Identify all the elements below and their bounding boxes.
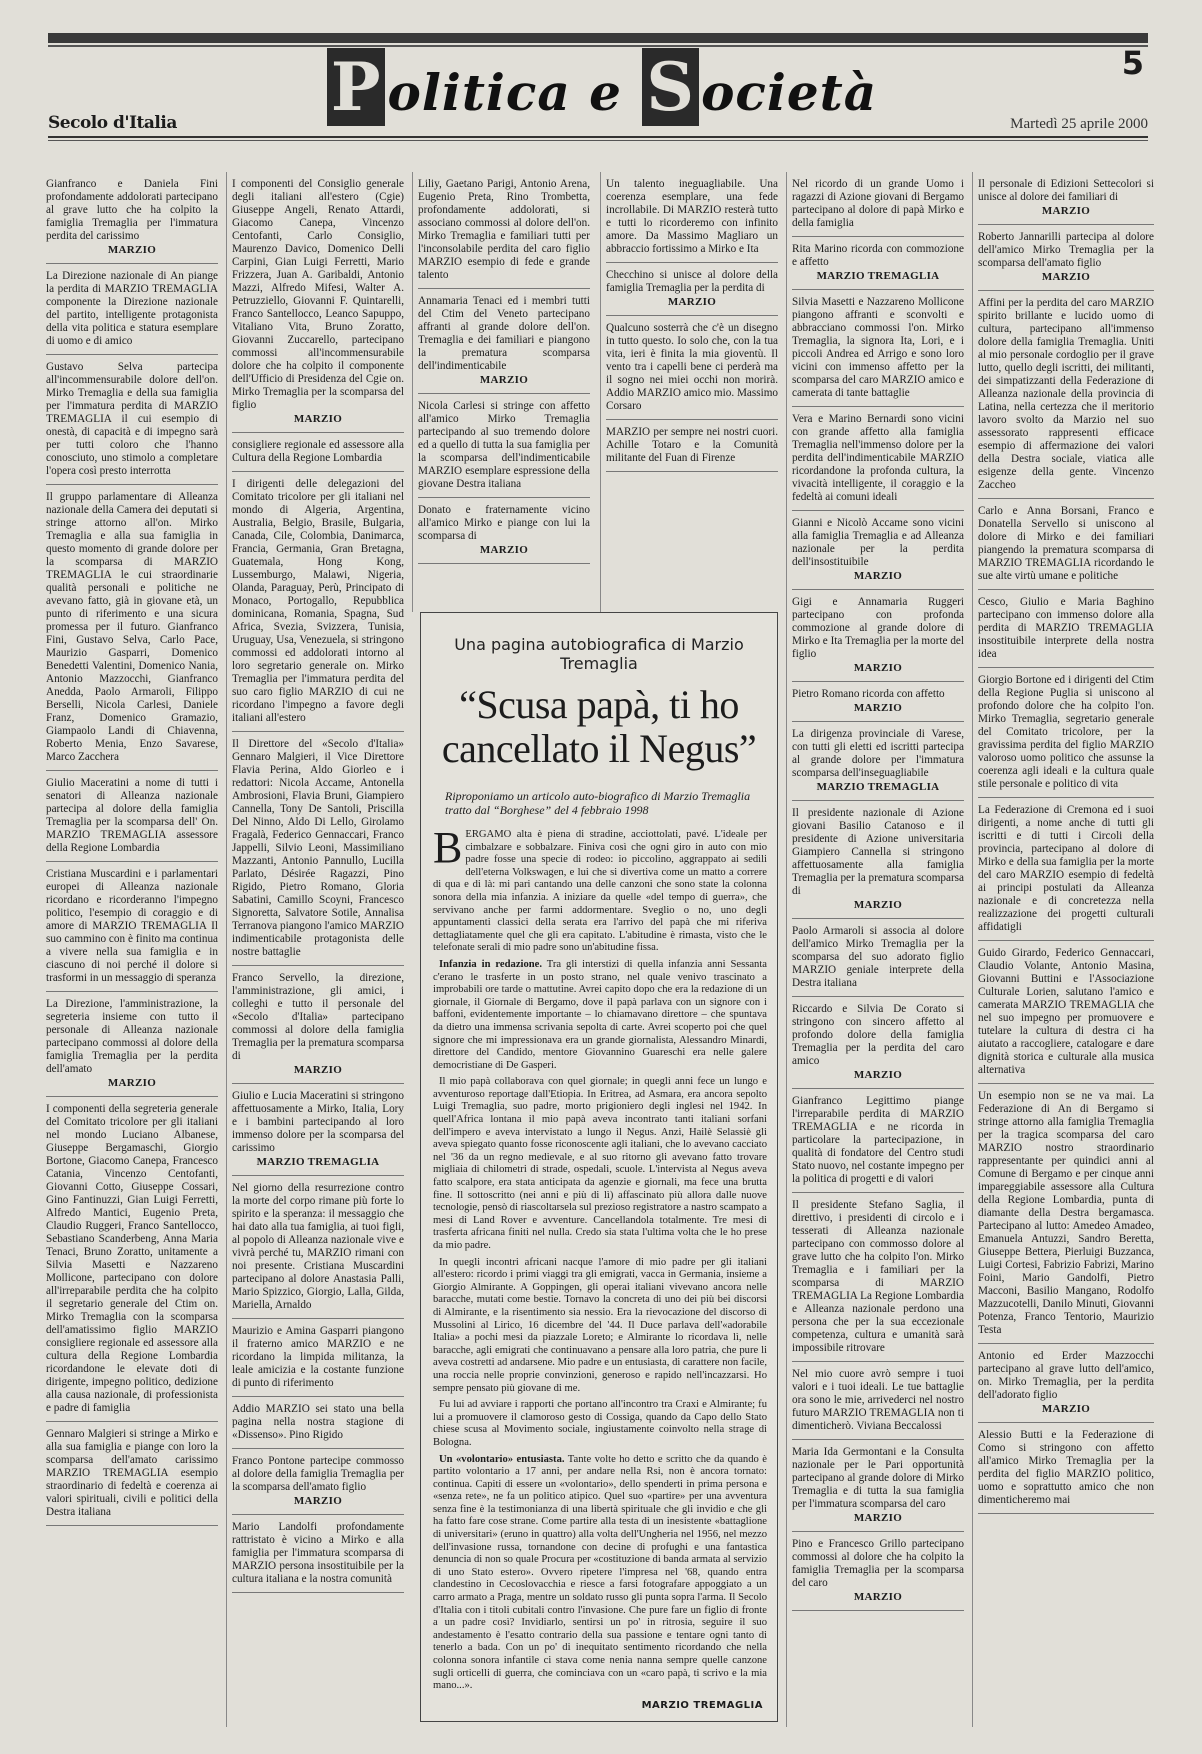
notice-text: Silvia Masetti e Nazzareno Mollicone piangono affranti e sconvolti e abbracciano commossi l'on. Mirko Tremaglia, la signora Ita, Lori, e i piccoli Andrea ed Arrigo e sono loro vicini con immenso affetto per la scomparsa del caro MARZIO amico e camerata di tante battaglie (792, 296, 964, 399)
article-paragraph: Fu lui ad avviare i rapporti che portano all'incontro tra Craxi e Almirante; fu lui a promuovere il clamoroso gesto di Cossiga, quando da Capo dello Stato chiese scusa al Movimento sociale, ingiustamente coinvolto nella strage di Bologna. (433, 1399, 767, 1448)
notice-text: La dirigenza provinciale di Varese, con tutti gli eletti ed iscritti partecipa al grande dolore per l'immatura scomparsa dell'inseguagliabile (792, 728, 964, 779)
obituary-notice (978, 674, 1154, 798)
notice-name: MARZIO TREMAGLIA (256, 1156, 380, 1168)
notice-text: Roberto Jannarilli partecipa al dolore dell'amico Mirko Tremaglia per la scomparsa dell'amato figlio (978, 231, 1154, 269)
obituary-notice (792, 807, 964, 919)
obituary-notice (232, 478, 404, 732)
obituary-notice (792, 688, 964, 722)
notice-text: Pietro Romano ricorda con affetto (792, 688, 945, 700)
notice-text: Il presidente Stefano Saglia, il direttivo, i presidenti di circolo e i tesserati di Alleanza nazionale partecipano con commosso dolore al grave lutto che ha colpito l'on. Mirko Tremaglia e i familiari per la scomparsa di MARZIO TREMAGLIA La Regione Lombardia e Alleanza nazionale perdono una persona che per la sua eccezionale competenza, cultura e umanità sarà impossibile ritrovare (792, 1199, 964, 1354)
notice-text: Un talento ineguagliabile. Una coerenza esemplare, una fede incrollabile. Di MARZIO resterà tutto e tutti lo ricorderemo con infinito amore. Da Massimo Magliaro un abbraccio fortissimo a Mirko e Ita (606, 178, 778, 255)
notice-text: Addio MARZIO sei stato una bella pagina nella nostra stagione di «Dissenso». Pino Rigido (232, 1403, 404, 1441)
obituary-notice (978, 297, 1154, 499)
obituary-notice (418, 295, 590, 394)
notice-name: MARZIO (853, 1512, 903, 1524)
column-divider (600, 172, 601, 612)
notice-text: Il personale di Edizioni Settecolori si unisce al dolore dei familiari di (978, 178, 1154, 203)
notice-text: Mario Landolfi profondamente rattristato è vicino a Mirko e alla famiglia per l'immatura scomparsa di MARZIO persona insostituibile per la cultura italiana e la nostra comunità (232, 1521, 404, 1585)
notice-text: Antonio ed Erder Mazzocchi partecipano al grave lutto dell'amico, on. Mirko Tremaglia, per la perdita dell'adorato figlio (978, 1350, 1154, 1401)
notice-name: MARZIO (107, 244, 157, 256)
notice-text: Guido Girardo, Federico Gennaccari, Claudio Volante, Antonio Masina, Giovanni Buttini e l'Associazione Culturale Lorien, salutano l'amico e camerata MARZIO TREMAGLIA che nel suo impegno per promuovere e tutelare la cultura di destra ci ha aiutato a raccogliere, catalogare e dare dignità storica e culturale alla musica alternativa (978, 947, 1154, 1076)
notice-text: MARZIO per sempre nei nostri cuori. Achille Totaro e la Comunità militante del Fuan di Firenze (606, 426, 778, 464)
notice-text: Alessio Butti e la Federazione di Como si stringono con affetto all'amico Mirko Tremaglia per la perdita del figlio MARZIO politico, uomo e soprattutto amico che non dimenticheremo mai (978, 1429, 1154, 1506)
article-paragraph: Un «volontario» entusiasta. Tante volte ho detto e scritto che da quando è partito volontario a 17 anni, per andare nella Rsi, non è ancora tornato: continua. Capiti di essere un «volontario», dello spenderti in prima persona e «senza rete», ne fa un politico atipico. Quel suo «partire» per una avventura senza fine è la testimonianza di una libertà spirituale che gli invidio e che gli ha fatto fare cose strane. Come partire alla testa di un inesistente «battaglione di universitari» (eruno in quattro) alla volta dell'Ungheria nel 1956, nel mezzo dell'invasione russa, tornandone con decine di profughi e una fantastica denuncia di non so quale Procura per «costituzione di banda armata al servizio di uno Stato estero». Ovvero ripetere l'impresa nel '68, quando entra clandestino in Cecoslovacchia e riesce a farsi fotografare appoggiato a un carro armato a Praga, mentre un soldato russo gli punta sopra l'arma. Il Secolo d'Italia con i titoli cubitali contro l'invasione. Che pure fare un figlio di fronte a un padre così? Invidiarlo, sentirsi un po' in ritrosia, seguire il suo andestamento è l'esatto contrario della sua passione e tentare ogni tanto di tenerlo a bada. Con un po' di inequitato sentimento ricordando che nella colonna sonora infantile ci stava come nenia nanna sempre quelle canzone sugli orticelli di guerra, che cominciava con un «caro papà, ti scrivo e la mia mano...». (433, 1453, 767, 1692)
notice-name: MARZIO (853, 702, 903, 714)
notice-text: Gustavo Selva partecipa all'incommensurabile dolore dell'on. Mirko Tremaglia e della sua famiglia per l'immatura perdita di MARZIO TREMAGLIA il cui esempio di onestà, di capacità e di impegno sarà per tutti coloro che l'hanno conosciuto, uno stimolo a completare l'opera così presto interrotta (46, 361, 218, 477)
obituary-notice (232, 972, 404, 1084)
obituary-notice (232, 178, 404, 433)
notice-text: Annamaria Tenaci ed i membri tutti del Ctim del Veneto partecipano affranti al grande dolore dell'on. Tremaglia e dei familiari e piangono la prematura scomparsa dell'indimenticabile (418, 295, 590, 372)
notice-name: MARZIO (853, 899, 903, 911)
obituary-notice (792, 517, 964, 590)
obituary-notice (418, 400, 590, 498)
section-title: P olitica e S ocietà (0, 48, 1202, 126)
obituary-notice (46, 998, 218, 1097)
obituary-column-2 (232, 178, 404, 1718)
obituary-notice (606, 178, 778, 263)
obituary-notice (46, 270, 218, 355)
article-paragraph: In quegli incontri africani nacque l'amore di mio padre per gli italiani all'estero: ricordo i primi viaggi tra gli emigrati, vacca in Germania, insieme a Giorgio Almirante. A Goppingen, gli operai italiani vivevano ancora nelle baracche, mutati come bestie. Tornavo la concreta di uno dei più bei discorsi di Almirante, e la risentimento sia nessio. Era la rievocazione del discorso di Mussolini al Lirico, 16 dicembre del '44. Il Duce parlava dell'«adorabile Italia» a pochi mesi da piazzale Loreto; e Almirante lo ricordava lì, nelle baracche, agli emigrati che continuavano a pensare alla loro patria, che pure li aveva costretti ad andarsene. Mio padre e un entusiasta, di carattere non facile, una roccia nelle proprie convinzioni, generoso e rapido nell'incazzarsi. Ho sempre pensato più giovane di me. (433, 1256, 767, 1394)
notice-text: Riccardo e Silvia De Corato si stringono con sincero affetto al profondo dolore della famiglia Tremaglia per la perdita del caro amico (792, 1003, 964, 1067)
notice-text: Gennaro Malgieri si stringe a Mirko e alla sua famiglia e piange con loro la scomparsa dell'amato carissimo MARZIO TREMAGLIA esempio straordinario di fedeltà e coerenza ai valori spirituali, civili e politici della Destra italiana (46, 1428, 218, 1518)
notice-name: MARZIO (479, 544, 529, 556)
obituary-notice (978, 505, 1154, 590)
notice-name: MARZIO (107, 1077, 157, 1089)
obituary-notice (978, 1350, 1154, 1423)
drop-cap: B (433, 829, 463, 872)
obituary-notice (232, 1325, 404, 1397)
obituary-notice (792, 728, 964, 801)
article-headline: “Scusa papà, ti ho cancellato il Negus” (441, 682, 757, 771)
column-divider (226, 172, 227, 1727)
notice-text: Nel giorno della resurrezione contro la morte del corpo rimane più forte lo spirito e la speranza: il messaggio che hai dato alla tua famiglia, ai tuoi figli, al popolo di Alleanza nazionale vive e vivrà perché tu, MARZIO rimani con noi presente. Cristiana Muscardini partecipano al dolore Anastasia Palli, Mario Spizzico, Giorgio, Lalla, Gilda, Mariella, Arnaldo (232, 1182, 404, 1311)
notice-text: Nicola Carlesi si stringe con affetto all'amico Mirko Tremaglia partecipando al suo tremendo dolore ed a quello di tutta la sua famiglia per la scomparsa dell'indimenticabile MARZIO esemplare espressione della giovane Destra italiana (418, 400, 590, 490)
notice-text: Cesco, Giulio e Maria Baghino partecipano con immenso dolore alla perdita di MARZIO TREMAGLIA insostituibile interprete della nostra idea (978, 596, 1154, 660)
notice-text: Gianfranco e Daniela Fini profondamente addolorati partecipano al grave lutto che ha colpito la famiglia Tremaglia per l'immatura perdita del carissimo (46, 178, 218, 242)
top-rule (48, 33, 1148, 43)
notice-text: Qualcuno sosterrà che c'è un disegno in tutto questo. Io solo che, con la tua vita, ieri è finita la mia gioventù. Il vento tra i capelli bene ci perderà ma il sogno nei miei occhi non morirà. Addio MARZIO amico mio. Massimo Corsaro (606, 322, 778, 412)
obituary-notice (606, 322, 778, 420)
notice-text: Donato e fraternamente vicino all'amico Mirko e piange con lui la scomparsa di (418, 504, 590, 542)
notice-text: La Direzione nazionale di An piange la perdita di MARZIO TREMAGLIA componente la Direzione nazionale del partito, intelligente protagonista della vita politica e statura esemplare di uomo e di amico (46, 270, 218, 347)
notice-text: Un esempio non se ne va mai. La Federazione di An di Bergamo si stringe attorno alla famiglia Tremaglia per la tragica scomparsa del caro MARZIO nostro straordinario rappresentante per quindici anni al Comune di Bergamo e per cinque anni impareggiabile assessore alla Cultura della Regione Lombardia, punta di diamante della Destra bergamasca. Partecipano al lutto: Amedeo Amadeo, Emanuela Antuzzi, Sandro Beretta, Giuseppe Bettera, Pierluigi Buzzanca, Luigi Cortesi, Fabrizio Fabrizi, Marino Foini, Mario Gandolfi, Pietro Macconi, Basilio Mangano, Rodolfo Mazzucotelli, Danilo Minuti, Giovanni Potenza, Franco Tentorio, Maurizio Testa (978, 1090, 1154, 1336)
obituary-notice (978, 596, 1154, 668)
obituary-notice (978, 1090, 1154, 1344)
notice-text: I componenti della segreteria generale del Comitato tricolore per gli italiani nel mondo Luciano Albanese, Giuseppe Bergamaschi, Giorgio Bortone, Giacomo Canepa, Francesco Catania, Vincenzo Centofanti, Giovanni Cotto, Giuseppe Cossari, Gino Fantinuzzi, Gian Luigi Ferretti, Alfredo Mantici, Eugenio Preta, Claudio Ruggeri, Franco Santellocco, Sebastiano Scanderbeng, Anna Maria Tenaci, Bruno Zoratto, unitamente a Silvia Masetti e Nazzareno Mollicone, partecipano con dolore all'irreparabile perdita che ha colpito il segretario generale del Ctim on. Mirko Tremaglia con la scomparsa dell'amatissimo figlio MARZIO consigliere regionale ed assessore alla cultura della Regione Lombardia ricordandone le elevate doti di dirigente, impegno politico, dedizione alla causa nazionale, di professionista e padre di famiglia (46, 1103, 218, 1414)
obituary-notice (46, 777, 218, 862)
article-paragraph: Infanzia in redazione. Tra gli interstizi di quella infanzia anni Sessanta c'erano le trasferte in un posto strano, nel quale venivo trascinato a improbabili ore tarde o mattutine. Avrei capito dopo che era la redazione di un giornale, il Giornale di Bergamo, dove il papà parlava con un signore con i baffoni, evidentemente importante – lo chiamavano direttore – che spuntava da dietro una immensa scrivania sepolta di carte. Avrei scoperto poi che quel signore che mi impressionava era un grande giornalista, Alessandro Minardi, direttore del Candido, mentore Giovannino Guareschi era nelle galere democristiane di De Gasperi. (433, 958, 767, 1071)
notice-text: Franco Servello, la direzione, l'amministrazione, gli amici, i colleghi e tutto il personale del «Secolo d'Italia» partecipano commossi al dolore della famiglia Tremaglia per la prematura scomparsa di (232, 972, 404, 1062)
notice-text: Gianfranco Legittimo piange l'irreparabile perdita di MARZIO TREMAGLIA e ne ricorda in particolare la partecipazione, in qualità di fondatore del Centro studi Stato nuovo, nel costante impegno per la politica di progetti e di valori (792, 1095, 964, 1185)
notice-text: Giulio e Lucia Maceratini si stringono affettuosamente a Mirko, Italia, Lory e i bambini partecipando al loro immenso dolore per la scomparsa del carissimo (232, 1090, 404, 1154)
obituary-notice (418, 178, 590, 289)
notice-text: I componenti del Consiglio generale degli italiani all'estero (Cgie) Giuseppe Angeli, Renato Attardi, Giacomo Canepa, Vincenzo Centofanti, Carlo Consiglio, Maurenzo Davico, Domenico Delli Carpini, Gian Luigi Ferretti, Mario Frizzera, Juan A. Garibaldi, Antonio Mazzi, Alfredo Mifesi, Walter A. Petruzziello, Giovanni F. Quintarelli, Franco Santellocco, Leanco Sapuppo, Vitaliano Vita, Bruno Zoratto, Giovanni Zuccarello, partecipano commossi all'incommensurabile dolore che ha colpito il componente dell'Ufficio di Presidenza del Cgie on. Mirko Tremaglia per la scomparsa del figlio (232, 178, 404, 411)
obituary-notice (232, 439, 404, 472)
notice-name: MARZIO (1041, 205, 1091, 217)
notice-name: MARZIO (853, 570, 903, 582)
article-standfirst: Riproponiamo un articolo auto-biografico di Marzio Tremaglia tratto dal “Borghese” del 4 febbraio 1998 (445, 789, 751, 817)
notice-text: Vera e Marino Bernardi sono vicini con grande affetto alla famiglia Tremaglia nell'immenso dolore per la perdita dell'indimenticabile MARZIO ricordandone la profonda cultura, la vivacità intelligente, il coraggio e la fedeltà ai comuni ideali (792, 413, 964, 503)
obituary-notice (606, 269, 778, 316)
notice-text: Paolo Armaroli si associa al dolore dell'amico Mirko Tremaglia per la scomparsa del suo adorato figlio MARZIO geniale interprete della Destra italiana (792, 925, 964, 989)
notice-name: MARZIO TREMAGLIA (816, 781, 940, 793)
subheading: Infanzia in redazione. (439, 958, 542, 970)
obituary-notice (792, 1095, 964, 1193)
notice-name: MARZIO (293, 1495, 343, 1507)
obituary-notice (232, 1521, 404, 1593)
obituary-notice (46, 178, 218, 264)
notice-text: Giulio Maceratini a nome di tutti i senatori di Alleanza nazionale partecipa al dolore della famiglia Tremaglia per la scomparsa dell' On. MARZIO TREMAGLIA assessore della Regione Lombardia (46, 777, 218, 854)
obituary-notice (978, 231, 1154, 291)
notice-text: Cristiana Muscardini e i parlamentari europei di Alleanza nazionale ricordano e ricorderanno l'impegno politico, l'esempio di coraggio e di amore di MARZIO TREMAGLIA Il suo cammino con è finito ma continua a vivere nella sua famiglia e in ciascuno di noi perché il dolore si trasformi in un messaggio di speranza (46, 868, 218, 984)
obituary-notice (46, 1103, 218, 1422)
obituary-notice (232, 1182, 404, 1319)
notice-text: Franco Pontone partecipe commosso al dolore della famiglia Tremaglia per la scomparsa dell'amato figlio (232, 1455, 404, 1493)
article-paragraph: BERGAMO alta è piena di stradine, acciottolati, pavé. L'ideale per cimbalzare e sobbalzare. Finiva così che ogni giro in auto con mio padre fosse una specie di rodeo: io piccolino, aggrappato ai sedili dell'eterna Volkswagen, e lui che si divertiva come un matto a correre di qua e di là: mi pari cantando una delle canzoni che sono state la colonna sonora della mia infanzia. A iniziare da quelle «del tempo di guerra», che servivano anche per farmi addormentare. Sveglio o no, uno degli appuntamenti classici della serata era l'arrivo del papà che mi riferiva dettagliatamente quel che gli era capitato. L'abitudine è rimasta, visto che le telefonate serali di mio padre sono un'abitudine fissa. (433, 829, 767, 954)
obituary-column-3 (418, 178, 590, 578)
obituary-notice (792, 1003, 964, 1089)
notice-text: Giorgio Bortone ed i dirigenti del Ctim della Regione Puglia si uniscono al profondo dolore che ha colpito l'on. Mirko Tremaglia, segretario generale del Comitato tricolore, per la gravissima perdita del figlio MARZIO valoroso uomo politico che assunse la coerenza agli ideali e la cultura quale stile personale e politico di vita (978, 674, 1154, 790)
obituary-notice (232, 738, 404, 966)
top-rule-thin (48, 45, 1148, 47)
notice-text: Liliy, Gaetano Parigi, Antonio Arena, Eugenio Preta, Rino Trombetta, profondamente addolorati, si associano commossi al dolore dell'on. Mirko Tremaglia e familiari tutti per l'inconsolabile perdita del caro figlio MARZIO esempio di fede e grande talento (418, 178, 590, 281)
obituary-notice (792, 1368, 964, 1440)
notice-name: MARZIO (293, 413, 343, 425)
obituary-notice (606, 426, 778, 472)
obituary-notice (978, 804, 1154, 941)
obituary-notice (792, 1446, 964, 1532)
notice-text: Maria Ida Germontani e la Consulta nazionale per le Pari opportunità partecipano al grande dolore di Mirko Tremaglia e di tutta la sua famiglia per l'immatura scomparsa del caro (792, 1446, 964, 1510)
notice-text: Il gruppo parlamentare di Alleanza nazionale della Camera dei deputati si stringe attorno all'on. Mirko Tremaglia e alla sua famiglia in questo momento di grande dolore per la scomparsa di MARZIO TREMAGLIA le cui straordinarie qualità personali e politiche ne avevano fatto, già in giovane età, un punto di riferimento e una sicura promessa per il futuro. Gianfranco Fini, Gustavo Selva, Carlo Pace, Maurizio Gasparri, Domenico Benedetti Valentini, Domenico Nania, Antonio Mazzocchi, Gianfranco Anedda, Paolo Armaroli, Filippo Berselli, Nicola Carlesi, Daniele Franz, Domenico Gramazio, Giampaolo Landi di Chiavenna, Roberto Menia, Enzo Savarese, Marco Zacchera (46, 491, 218, 763)
obituary-notice (232, 1403, 404, 1449)
page-number: 5 (1121, 44, 1144, 82)
column-divider (972, 172, 973, 1727)
obituary-column-5 (792, 178, 964, 1718)
issue-date: Martedì 25 aprile 2000 (1010, 116, 1148, 132)
article-paragraph: Il mio papà collaborava con quel giornale; in quegli anni fece un lungo e avventuroso reportage dall'Etiopia. In Eritrea, ad Asmara, era ancora sepolto Luigi Tremaglia, suo padre, morto prigioniero degli inglesi nel 1942. In quell'Africa lontana il mio papà aveva incontrato tanti italiani sorfani dell'impero e aveva intervistato a lungo il Negus. Anzi, Hailè Selassiè gli aveva spiegato quanto fosse riconoscente agli italiani, che lo avevano cacciato nel '36 da un regno medievale, e al suo ritorno gli avevano fatto trovare migliaia di chilometri di strade, ospedali, scuole. L'intervista al Negus aveva fatto scalpore, era stata anticipata da agenzie e giornali, ma fece una brutta fine. Il sottoscritto (nei anni e più di lì) affascinato più allora dalle nuove tecnologie, pensò di riascoltarsela sul prezioso registratore a nastro scampato a mesi di Land Rover e avventure. Cancellandola totalmente. Tre mesi di trasferta africana finiti nel nulla. Credo sia stata l'ultima volta che le ho prese da mio padre. (433, 1076, 767, 1251)
notice-name: MARZIO (1041, 1403, 1091, 1415)
obituary-notice (418, 504, 590, 564)
notice-text: Gigi e Annamaria Ruggeri partecipano con profonda commozione al grande dolore di Mirko e Ita Tremaglia per la morte del figlio (792, 596, 964, 660)
notice-name: MARZIO (293, 1064, 343, 1076)
article-kicker: Una pagina autobiografica di Marzio Tremaglia (454, 635, 744, 673)
obituary-notice (792, 925, 964, 997)
obituary-notice (792, 296, 964, 407)
obituary-notice (46, 491, 218, 771)
notice-text: La Federazione di Cremona ed i suoi dirigenti, a nome anche di tutti gli iscritti e di tutti i Circoli della provincia, partecipano al dolore di Mirko e della sua famiglia per la morte del caro MARZIO esempio di fedeltà ai principi postulati da Alleanza nazionale e di concretezza nella realizzazione dei progetti culturali affidatigli (978, 804, 1154, 933)
notice-text: Il presidente nazionale di Azione giovani Basilio Catanoso e il presidente di Azione universitaria Giampiero Cannella si stringono affettuosamente alla famiglia Tremaglia per la prematura scomparsa di (792, 807, 964, 897)
notice-text: Nel mio cuore avrò sempre i tuoi valori e i tuoi ideali. Le tue battaglie ora sono le mie, arrivederci nel nostro futuro MARZIO TREMAGLIA non ti dimenticherò. Viviana Beccalossi (792, 1368, 964, 1432)
notice-text: Affini per la perdita del caro MARZIO spirito brillante e lucido uomo di cultura, partecipano all'immenso dolore della famiglia Tremaglia. Uniti al mio personale cordoglio per il grave lutto, quello degli iscritti, dei militanti, dei simpatizzanti della Federazione di Alleanza nazionale della provincia di Latina, nella certezza che il meritorio lavoro svolto da Marzio nel suo assessorato rappresenti efficace esempio di affermazione dei valori della Destra sociale, viatica alle esigenze della gente. Vincenzo Zaccheo (978, 297, 1154, 491)
obituary-column-1 (46, 178, 218, 1718)
obituary-notice (792, 178, 964, 237)
masthead: Secolo d'Italia (48, 113, 177, 133)
notice-text: La Direzione, l'amministrazione, la segreteria insieme con tutto il personale di Alleanza nazionale partecipano commossi al dolore della famiglia Tremaglia per la perdita dell'amato (46, 998, 218, 1075)
notice-name: MARZIO TREMAGLIA (816, 270, 940, 282)
obituary-notice (978, 178, 1154, 225)
obituary-notice (978, 1429, 1154, 1514)
notice-text: Il Direttore del «Secolo d'Italia» Gennaro Malgieri, il Vice Direttore Flavia Perina, Aldo Giorleo e i redattori: Nicola Accame, Antonella Ambrosioni, Flavia Bruni, Giampiero Cannella, Tony De Santoli, Priscilla Del Ninno, Aldo Di Lello, Girolamo Fragalà, Federico Gennaccari, Franco Jappelli, Silvio Leoni, Massimiliano Mazzanti, Antonio Pannullo, Lucilla Parlato, Désirée Ragazzi, Pino Rigido, Pietro Romano, Gloria Sabatini, Camillo Scoyni, Francesco Signoretta, Salvatore Sotile, Annalisa Terranova piangono l'amico MARZIO indimenticabile protagonista delle nostre battaglie (232, 738, 404, 958)
obituary-column-4 (606, 178, 778, 608)
obituary-notice (978, 947, 1154, 1084)
article-body (421, 829, 777, 1699)
obituary-notice (792, 1199, 964, 1362)
notice-name: MARZIO (1041, 271, 1091, 283)
notice-text: consigliere regionale ed assessore alla Cultura della Regione Lombardia (232, 439, 404, 464)
column-divider (786, 172, 787, 1727)
header-rule (48, 136, 1148, 138)
obituary-notice (792, 413, 964, 511)
subheading: Un «volontario» entusiasta. (439, 1453, 565, 1465)
notice-text: Gianni e Nicolò Accame sono vicini alla famiglia Tremaglia e ad Alleanza nazionale per la perdita dell'insostituibile (792, 517, 964, 568)
obituary-notice (232, 1090, 404, 1176)
notice-name: MARZIO (667, 296, 717, 308)
obituary-notice (792, 596, 964, 682)
obituary-notice (792, 243, 964, 290)
notice-text: Checchino si unisce al dolore della famiglia Tremaglia per la perdita di (606, 269, 778, 294)
obituary-notice (46, 868, 218, 992)
obituary-notice (792, 1538, 964, 1611)
header-rule-thin (48, 140, 1148, 141)
notice-text: Rita Marino ricorda con commozione e affetto (792, 243, 964, 268)
obituary-notice (46, 361, 218, 485)
obituary-notice (232, 1455, 404, 1515)
obituary-notice (46, 1428, 218, 1526)
notice-text: Nel ricordo di un grande Uomo i ragazzi di Azione giovani di Bergamo partecipano al dolore di papà Mirko e della famiglia (792, 178, 964, 229)
obituary-column-6 (978, 178, 1154, 1718)
feature-article (420, 612, 778, 1722)
column-divider (412, 172, 413, 612)
notice-text: Carlo e Anna Borsani, Franco e Donatella Servello si uniscono al dolore di Mirko e dei familiari piangendo la prematura scomparsa di MARZIO TREMAGLIA ricordando le sue alte virtù umane e politiche (978, 505, 1154, 582)
notice-name: MARZIO (853, 1591, 903, 1603)
notice-name: MARZIO (853, 662, 903, 674)
notice-name: MARZIO (479, 374, 529, 386)
notice-text: Pino e Francesco Grillo partecipano commossi al dolore che ha colpito la famiglia Tremaglia per la scomparsa del caro (792, 1538, 964, 1589)
article-byline: MARZIO TREMAGLIA (641, 1700, 763, 1711)
notice-text: Maurizio e Amina Gasparri piangono il fraterno amico MARZIO e ne ricordano la limpida militanza, la leale amicizia e la costante funzione di punto di riferimento (232, 1325, 404, 1389)
notice-text: I dirigenti delle delegazioni del Comitato tricolore per gli italiani nel mondo di Algeria, Argentina, Australia, Belgio, Brasile, Bulgaria, Canada, Cile, Colombia, Danimarca, Francia, Germania, Gran Bretagna, Guatemala, Hong Kong, Lussemburgo, Malawi, Nigeria, Olanda, Paraguay, Perù, Principato di Monaco, Portogallo, Repubblica dominicana, Romania, Spagna, Sud Africa, Svezia, Svizzera, Tunisia, Uruguay, Usa, Venezuela, si stringono commossi ed addolorati intorno al loro segretario generale on. Mirko Tremaglia per l'immatura perdita del suo caro figlio MARZIO di cui ne ricordano l'impegno a favore degli italiani all'estero (232, 478, 404, 724)
notice-name: MARZIO (853, 1069, 903, 1081)
